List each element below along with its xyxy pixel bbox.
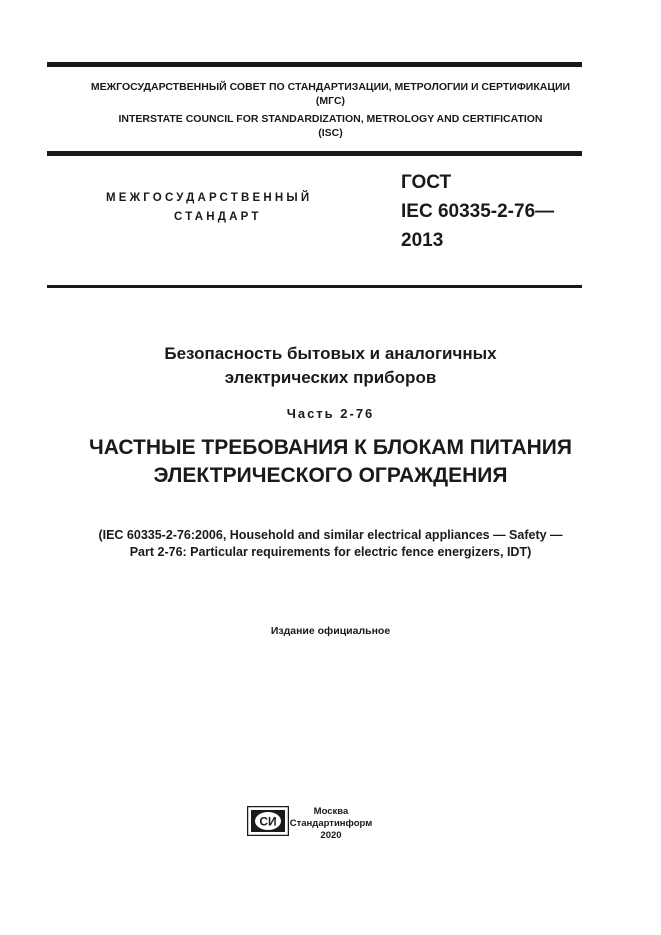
standard-type-line2: СТАНДАРТ: [174, 211, 262, 223]
publisher-name: Стандартинформ: [289, 818, 373, 829]
part-label: Часть 2-76: [286, 406, 375, 421]
publisher-city: Москва: [313, 806, 349, 817]
source-standard-line1: (IEC 60335-2-76:2006, Household and similar electrical appliances — Safety —: [98, 528, 563, 542]
source-standard-line2: Part 2-76: Particular requirements for electric fence energizers, IDT): [129, 545, 532, 559]
top-rule: [47, 62, 582, 67]
standard-type-line1: МЕЖГОСУДАРСТВЕННЫЙ: [106, 192, 313, 204]
council-bottom-rule: [47, 151, 582, 156]
general-title-line1: Безопасность бытовых и аналогичных: [164, 344, 497, 363]
council-abbr-en: (ISC): [318, 127, 343, 139]
logo-text: СИ: [259, 814, 277, 829]
gost-prefix: ГОСТ: [401, 172, 452, 193]
gost-number: IEC 60335-2-76—: [401, 201, 555, 222]
specific-title-line2: ЭЛЕКТРИЧЕСКОГО ОГРАЖДЕНИЯ: [153, 464, 508, 487]
general-title-line2: электрических приборов: [224, 368, 437, 387]
council-name-en: INTERSTATE COUNCIL FOR STANDARDIZATION, METROLOGY AND CERTIFICATION: [118, 113, 543, 125]
gost-year: 2013: [401, 230, 444, 251]
specific-title-line1: ЧАСТНЫЕ ТРЕБОВАНИЯ К БЛОКАМ ПИТАНИЯ: [89, 436, 572, 459]
designation-bottom-rule: [47, 285, 582, 288]
council-abbr-ru: (МГС): [315, 95, 346, 107]
edition-label: Издание официальное: [270, 625, 391, 637]
publisher-year: 2020: [320, 830, 342, 841]
council-name-ru: МЕЖГОСУДАРСТВЕННЫЙ СОВЕТ ПО СТАНДАРТИЗАЦИИ, МЕТРОЛОГИИ И СЕРТИФИКАЦИИ: [90, 81, 571, 93]
standartinform-logo: [247, 806, 289, 836]
